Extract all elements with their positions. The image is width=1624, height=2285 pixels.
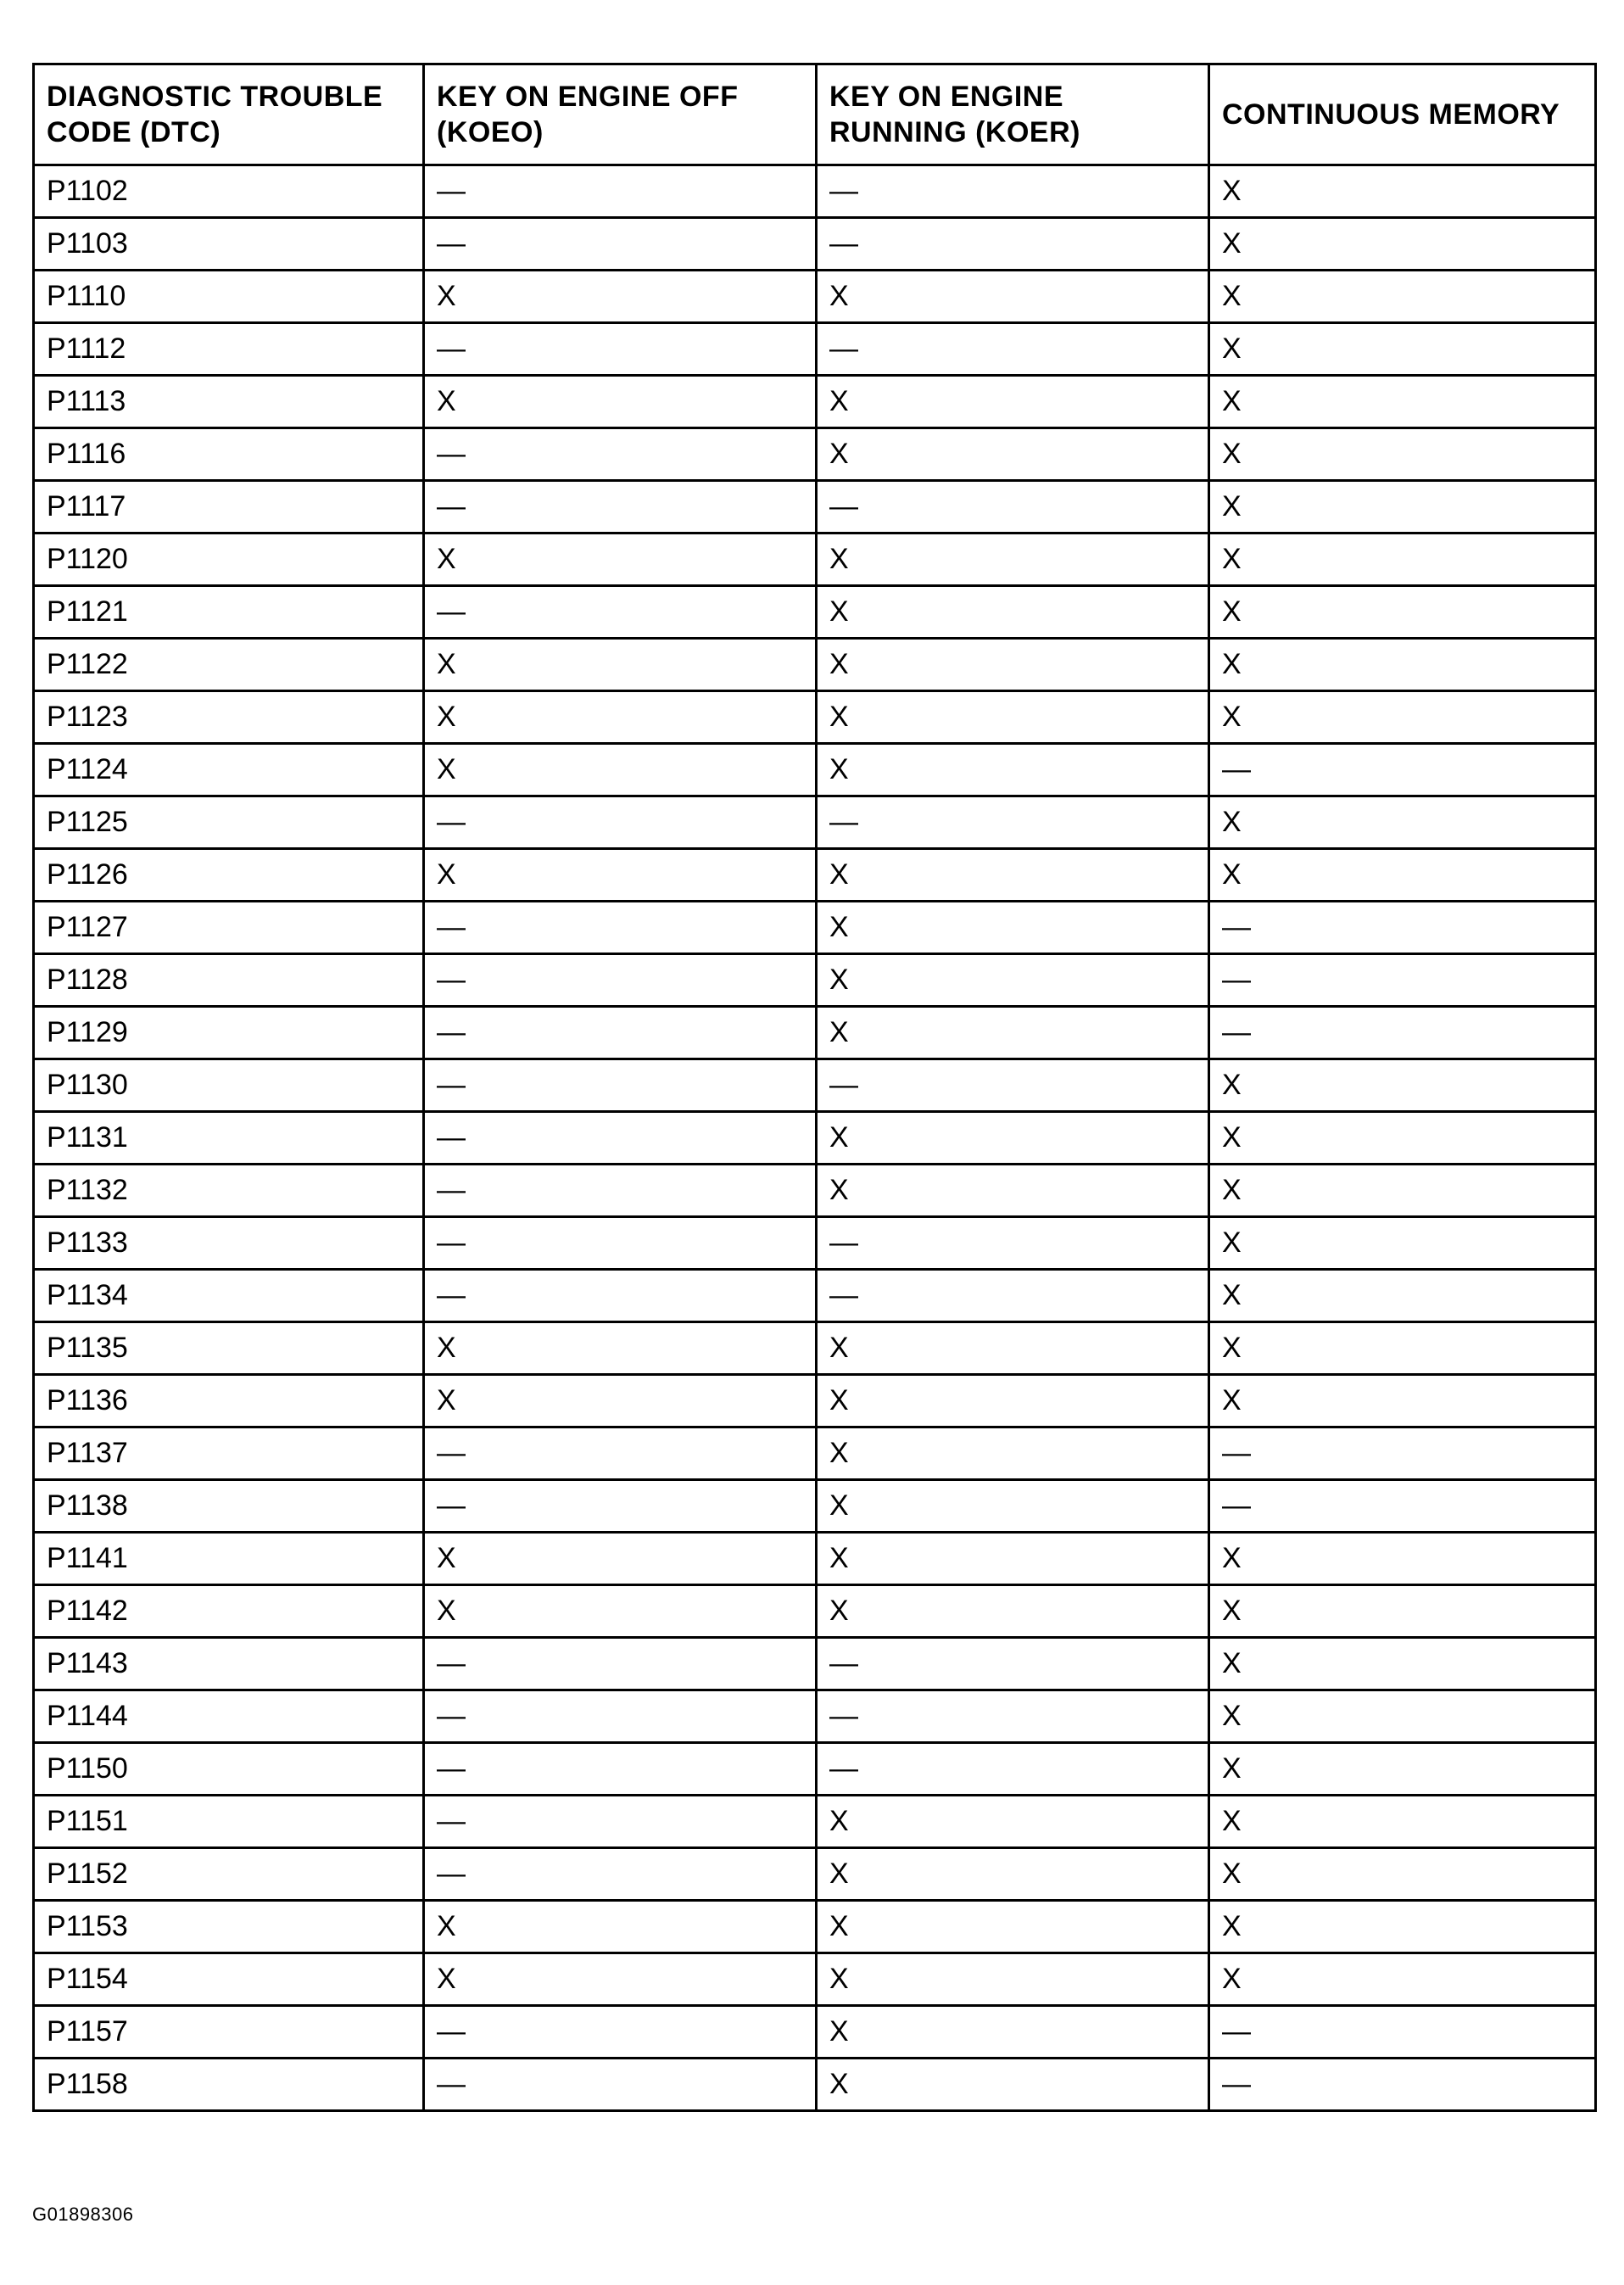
koer-cell: X [817, 2006, 1209, 2059]
table-header [34, 64, 1596, 165]
continuous-memory-cell: X [1209, 1533, 1596, 1585]
continuous-memory-cell: X [1209, 849, 1596, 902]
dtc-code-cell: P1134 [34, 1270, 424, 1322]
koer-cell: X [817, 1480, 1209, 1533]
koer-cell: X [817, 1112, 1209, 1165]
koer-cell: — [817, 218, 1209, 271]
dtc-code-cell: P1135 [34, 1322, 424, 1375]
table-row [34, 639, 1596, 691]
koeo-cell: X [424, 1585, 817, 1638]
table-row [34, 271, 1596, 323]
koeo-cell: — [424, 1743, 817, 1796]
dtc-code-cell: P1157 [34, 2006, 424, 2059]
koer-cell: — [817, 1217, 1209, 1270]
koer-cell: — [817, 323, 1209, 376]
dtc-code-cell: P1150 [34, 1743, 424, 1796]
koer-cell: X [817, 1848, 1209, 1901]
table-row [34, 2006, 1596, 2059]
koeo-cell: — [424, 1427, 817, 1480]
table-row [34, 481, 1596, 534]
koeo-cell: — [424, 1638, 817, 1690]
koeo-cell: — [424, 165, 817, 218]
continuous-memory-cell: X [1209, 1690, 1596, 1743]
koer-cell: — [817, 1743, 1209, 1796]
table-row [34, 1953, 1596, 2006]
table-row [34, 1007, 1596, 1059]
table-row [34, 534, 1596, 586]
dtc-code-cell: P1125 [34, 796, 424, 849]
koeo-cell: — [424, 1059, 817, 1112]
table-row [34, 1690, 1596, 1743]
koer-cell: X [817, 428, 1209, 481]
table-row [34, 1585, 1596, 1638]
koer-cell: X [817, 1585, 1209, 1638]
table-body [34, 165, 1596, 2111]
dtc-code-cell: P1132 [34, 1165, 424, 1217]
koeo-cell: X [424, 376, 817, 428]
table-row [34, 1638, 1596, 1690]
dtc-code-cell: P1152 [34, 1848, 424, 1901]
continuous-memory-cell: X [1209, 1270, 1596, 1322]
dtc-code-cell: P1128 [34, 954, 424, 1007]
dtc-code-cell: P1102 [34, 165, 424, 218]
dtc-code-cell: P1120 [34, 534, 424, 586]
koeo-cell: — [424, 796, 817, 849]
continuous-memory-cell: X [1209, 481, 1596, 534]
header-dtc: DIAGNOSTIC TROUBLE CODE (DTC) [34, 64, 424, 165]
dtc-code-cell: P1133 [34, 1217, 424, 1270]
continuous-memory-cell: — [1209, 2006, 1596, 2059]
koeo-cell: — [424, 902, 817, 954]
continuous-memory-cell: — [1209, 902, 1596, 954]
table-row [34, 902, 1596, 954]
table-row [34, 744, 1596, 796]
dtc-code-cell: P1153 [34, 1901, 424, 1953]
koer-cell: — [817, 165, 1209, 218]
koeo-cell: — [424, 218, 817, 271]
dtc-code-cell: P1141 [34, 1533, 424, 1585]
koer-cell: — [817, 1690, 1209, 1743]
continuous-memory-cell: X [1209, 323, 1596, 376]
dtc-code-cell: P1123 [34, 691, 424, 744]
continuous-memory-cell: X [1209, 1585, 1596, 1638]
koer-cell: X [817, 1165, 1209, 1217]
table-row [34, 1217, 1596, 1270]
dtc-code-cell: P1154 [34, 1953, 424, 2006]
header-continuous-memory: CONTINUOUS MEMORY [1209, 64, 1596, 165]
koeo-cell: X [424, 271, 817, 323]
continuous-memory-cell: X [1209, 639, 1596, 691]
dtc-code-cell: P1121 [34, 586, 424, 639]
table-row [34, 954, 1596, 1007]
koer-cell: X [817, 744, 1209, 796]
koeo-cell: — [424, 481, 817, 534]
continuous-memory-cell: — [1209, 954, 1596, 1007]
koer-cell: X [817, 1953, 1209, 2006]
koeo-cell: — [424, 1270, 817, 1322]
dtc-code-cell: P1131 [34, 1112, 424, 1165]
continuous-memory-cell: — [1209, 1480, 1596, 1533]
dtc-code-cell: P1116 [34, 428, 424, 481]
table-row [34, 796, 1596, 849]
koeo-cell: X [424, 1375, 817, 1427]
koeo-cell: — [424, 954, 817, 1007]
koeo-cell: — [424, 2059, 817, 2111]
continuous-memory-cell: X [1209, 534, 1596, 586]
koer-cell: X [817, 1901, 1209, 1953]
continuous-memory-cell: X [1209, 1901, 1596, 1953]
header-koer: KEY ON ENGINE RUNNING (KOER) [817, 64, 1209, 165]
koer-cell: X [817, 1322, 1209, 1375]
continuous-memory-cell: X [1209, 1638, 1596, 1690]
continuous-memory-cell: X [1209, 796, 1596, 849]
continuous-memory-cell: X [1209, 376, 1596, 428]
table-row [34, 1848, 1596, 1901]
dtc-code-cell: P1142 [34, 1585, 424, 1638]
continuous-memory-cell: X [1209, 1848, 1596, 1901]
koeo-cell: X [424, 1901, 817, 1953]
koer-cell: — [817, 796, 1209, 849]
koer-cell: X [817, 1796, 1209, 1848]
continuous-memory-cell: X [1209, 1322, 1596, 1375]
koeo-cell: X [424, 691, 817, 744]
header-koeo: KEY ON ENGINE OFF (KOEO) [424, 64, 817, 165]
table-row [34, 165, 1596, 218]
koeo-cell: — [424, 1112, 817, 1165]
continuous-memory-cell: — [1209, 1427, 1596, 1480]
koeo-cell: — [424, 323, 817, 376]
koer-cell: X [817, 954, 1209, 1007]
koeo-cell: — [424, 2006, 817, 2059]
table-row [34, 1375, 1596, 1427]
dtc-code-cell: P1110 [34, 271, 424, 323]
koer-cell: X [817, 1375, 1209, 1427]
dtc-code-cell: P1127 [34, 902, 424, 954]
dtc-code-cell: P1113 [34, 376, 424, 428]
koeo-cell: X [424, 639, 817, 691]
dtc-code-cell: P1151 [34, 1796, 424, 1848]
dtc-code-cell: P1130 [34, 1059, 424, 1112]
koeo-cell: — [424, 1007, 817, 1059]
table-row [34, 586, 1596, 639]
continuous-memory-cell: X [1209, 218, 1596, 271]
koeo-cell: X [424, 1953, 817, 2006]
dtc-code-cell: P1103 [34, 218, 424, 271]
koer-cell: X [817, 1427, 1209, 1480]
continuous-memory-cell: X [1209, 1375, 1596, 1427]
koeo-cell: — [424, 428, 817, 481]
koer-cell: X [817, 1533, 1209, 1585]
table-row [34, 2059, 1596, 2111]
koeo-cell: X [424, 744, 817, 796]
koeo-cell: — [424, 1796, 817, 1848]
table-row [34, 691, 1596, 744]
continuous-memory-cell: X [1209, 1059, 1596, 1112]
table-row [34, 218, 1596, 271]
koeo-cell: — [424, 1690, 817, 1743]
continuous-memory-cell: X [1209, 1112, 1596, 1165]
dtc-table [32, 63, 1597, 2112]
koer-cell: X [817, 691, 1209, 744]
koer-cell: X [817, 586, 1209, 639]
koer-cell: X [817, 534, 1209, 586]
koer-cell: — [817, 1059, 1209, 1112]
table-row [34, 428, 1596, 481]
table-row [34, 1796, 1596, 1848]
dtc-code-cell: P1136 [34, 1375, 424, 1427]
continuous-memory-cell: X [1209, 1217, 1596, 1270]
koeo-cell: X [424, 849, 817, 902]
table-row [34, 323, 1596, 376]
dtc-code-cell: P1129 [34, 1007, 424, 1059]
koeo-cell: X [424, 534, 817, 586]
continuous-memory-cell: X [1209, 1165, 1596, 1217]
dtc-code-cell: P1117 [34, 481, 424, 534]
header-row [34, 64, 1596, 165]
continuous-memory-cell: X [1209, 165, 1596, 218]
table-row [34, 849, 1596, 902]
dtc-code-cell: P1158 [34, 2059, 424, 2111]
dtc-code-cell: P1122 [34, 639, 424, 691]
koeo-cell: X [424, 1533, 817, 1585]
koeo-cell: — [424, 1217, 817, 1270]
koer-cell: X [817, 2059, 1209, 2111]
continuous-memory-cell: — [1209, 2059, 1596, 2111]
continuous-memory-cell: X [1209, 1796, 1596, 1848]
table-row [34, 1480, 1596, 1533]
dtc-code-cell: P1137 [34, 1427, 424, 1480]
table-row [34, 1533, 1596, 1585]
table-row [34, 1427, 1596, 1480]
figure-id: G01898306 [32, 2204, 134, 2225]
table-row [34, 1322, 1596, 1375]
koeo-cell: — [424, 1848, 817, 1901]
koer-cell: — [817, 481, 1209, 534]
table-row [34, 1901, 1596, 1953]
table-row [34, 1059, 1596, 1112]
dtc-code-cell: P1126 [34, 849, 424, 902]
table-row [34, 1270, 1596, 1322]
koer-cell: — [817, 1270, 1209, 1322]
continuous-memory-cell: X [1209, 271, 1596, 323]
continuous-memory-cell: X [1209, 586, 1596, 639]
koer-cell: X [817, 639, 1209, 691]
dtc-code-cell: P1144 [34, 1690, 424, 1743]
continuous-memory-cell: X [1209, 1743, 1596, 1796]
koer-cell: — [817, 1638, 1209, 1690]
continuous-memory-cell: X [1209, 691, 1596, 744]
dtc-code-cell: P1124 [34, 744, 424, 796]
koeo-cell: — [424, 586, 817, 639]
koer-cell: X [817, 1007, 1209, 1059]
koer-cell: X [817, 376, 1209, 428]
table-row [34, 1743, 1596, 1796]
dtc-code-cell: P1112 [34, 323, 424, 376]
koeo-cell: — [424, 1480, 817, 1533]
continuous-memory-cell: — [1209, 744, 1596, 796]
table-row [34, 1112, 1596, 1165]
table-row [34, 1165, 1596, 1217]
koer-cell: X [817, 849, 1209, 902]
dtc-code-cell: P1143 [34, 1638, 424, 1690]
koeo-cell: X [424, 1322, 817, 1375]
continuous-memory-cell: X [1209, 1953, 1596, 2006]
dtc-code-cell: P1138 [34, 1480, 424, 1533]
koer-cell: X [817, 902, 1209, 954]
koeo-cell: — [424, 1165, 817, 1217]
continuous-memory-cell: — [1209, 1007, 1596, 1059]
koer-cell: X [817, 271, 1209, 323]
table-row [34, 376, 1596, 428]
continuous-memory-cell: X [1209, 428, 1596, 481]
